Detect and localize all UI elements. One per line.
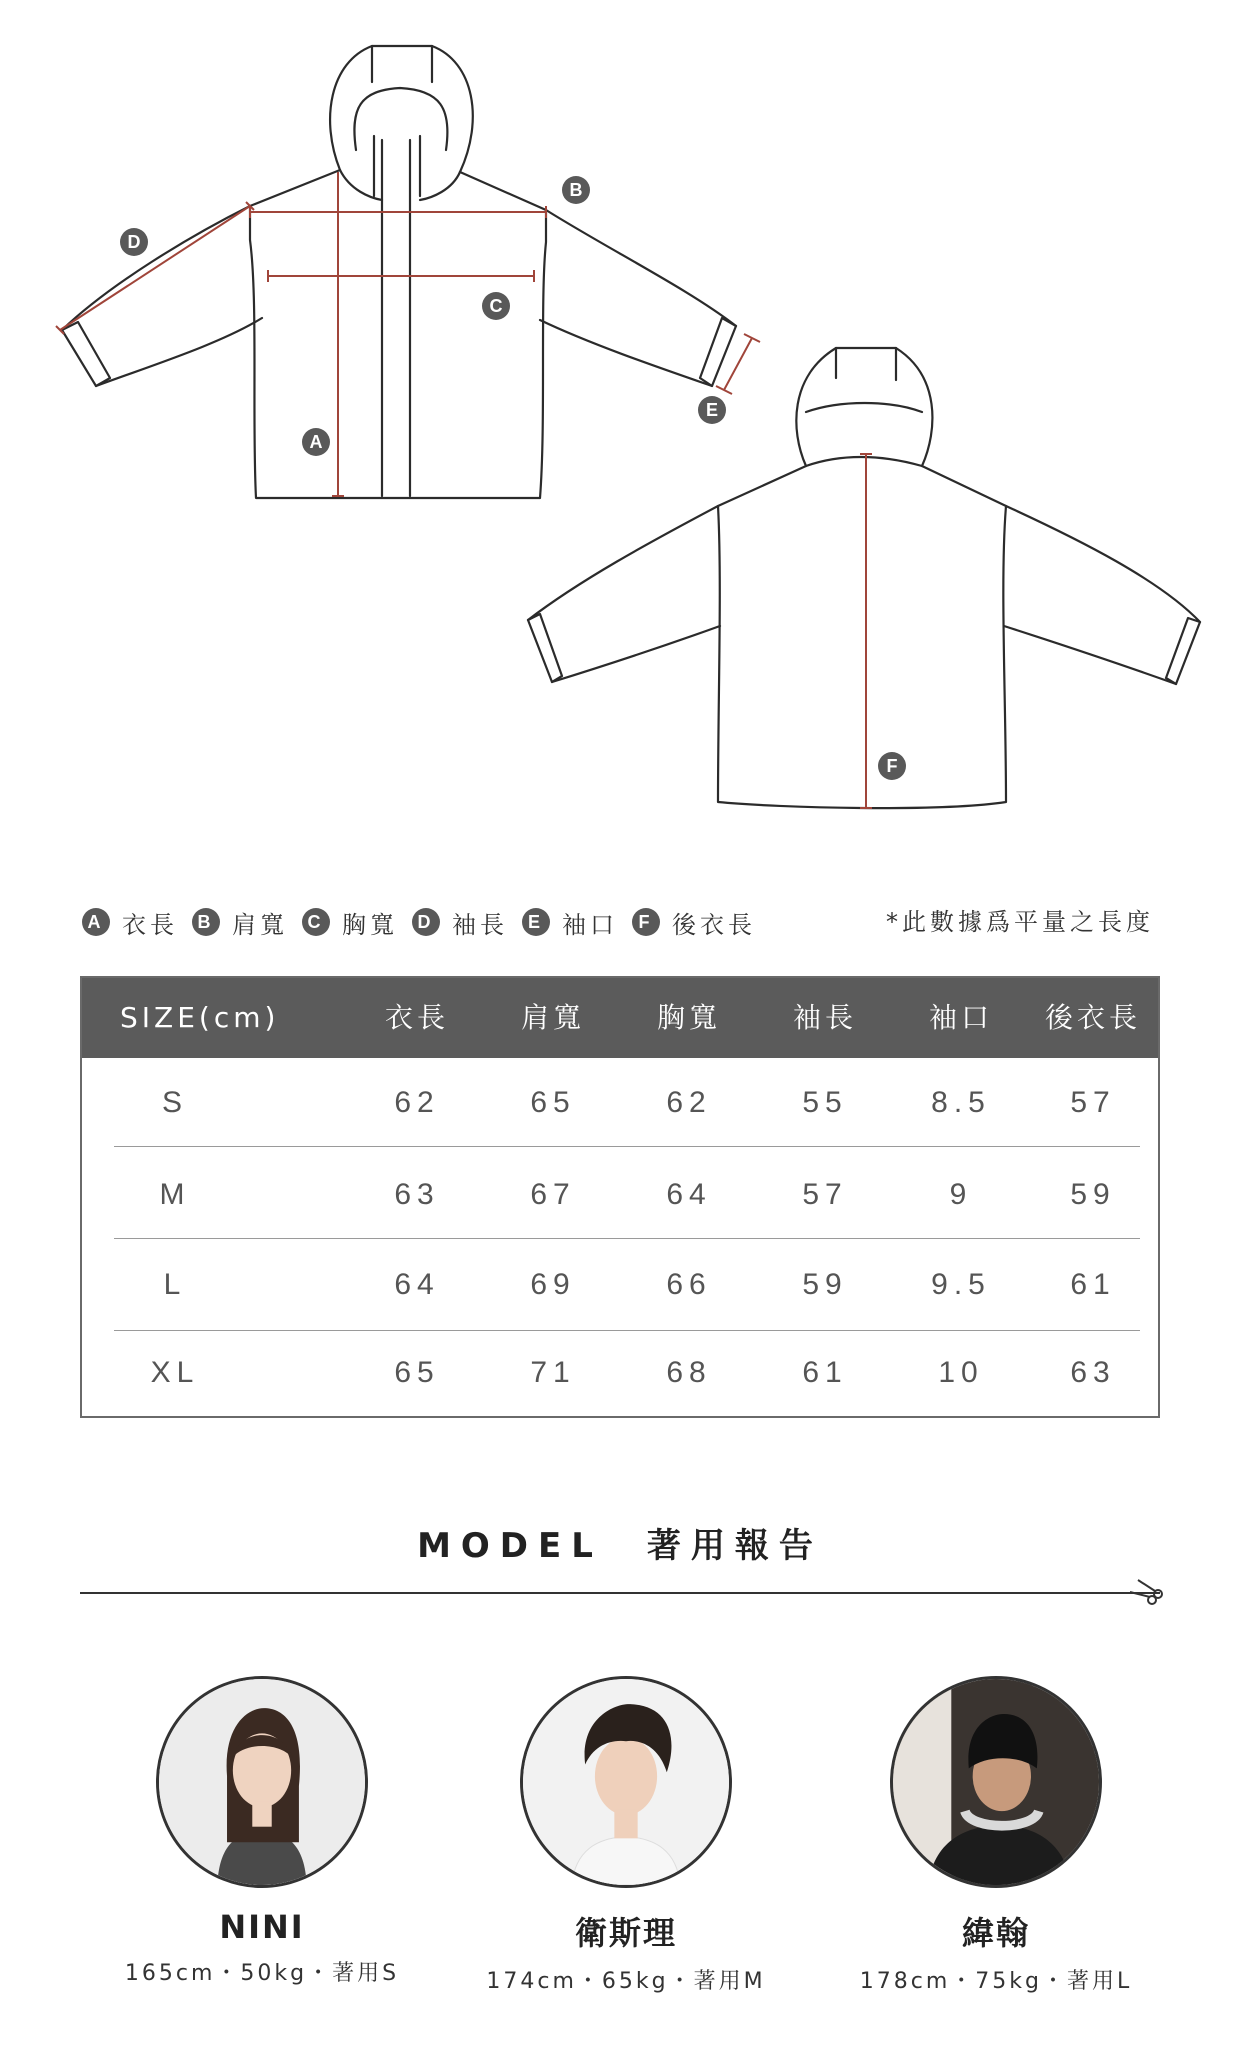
table-row	[82, 1328, 1158, 1418]
svg-text:F: F	[886, 756, 898, 776]
model-name: 緯翰	[961, 1914, 1030, 1952]
table-header-row	[82, 978, 1158, 1058]
row-divider	[114, 1238, 1140, 1239]
measure-line-B	[250, 206, 546, 218]
table-cell: 65	[394, 1356, 440, 1389]
legend-badge: D	[412, 908, 440, 936]
table-cell: 67	[530, 1178, 576, 1211]
table-cell: 59	[1070, 1178, 1116, 1211]
model-card-wesley	[466, 1676, 786, 1995]
table-header-cell: 袖口	[928, 1001, 993, 1034]
table-cell: 68	[666, 1356, 712, 1389]
legend-badge: B	[192, 908, 220, 936]
model-name: NINI	[219, 1908, 305, 1946]
back-jacket-drawing	[528, 348, 1200, 808]
measurement-legend	[82, 902, 770, 942]
legend-item-a	[82, 905, 178, 940]
measurement-note: *此數據爲平量之長度	[886, 908, 1154, 936]
legend-label: 胸寬	[342, 910, 398, 939]
table-cell: 9	[949, 1178, 973, 1211]
table-cell: 62	[666, 1086, 712, 1119]
table-row	[82, 1058, 1158, 1148]
table-header-cell: 胸寬	[656, 1001, 721, 1034]
table-cell: 69	[530, 1268, 576, 1301]
table-cell: 10	[938, 1356, 984, 1389]
model-info: 174cm・65kg・著用M	[486, 1969, 766, 1994]
avatar	[890, 1676, 1102, 1888]
table-header-cell: 肩寬	[520, 1001, 585, 1034]
measure-line-F	[860, 454, 872, 808]
model-info: 165cm・50kg・著用S	[124, 1961, 400, 1986]
scissors-icon	[1124, 1570, 1164, 1610]
legend-badge: C	[302, 908, 330, 936]
svg-text:A: A	[309, 432, 323, 452]
table-cell: 65	[530, 1086, 576, 1119]
table-cell: 66	[666, 1268, 712, 1301]
table-row	[82, 1150, 1158, 1240]
table-cell: 63	[1070, 1356, 1116, 1389]
svg-text:C: C	[489, 296, 503, 316]
legend-item-b	[192, 905, 288, 940]
table-cell: 62	[394, 1086, 440, 1119]
measure-line-E	[716, 334, 760, 394]
model-portrait-weihan	[893, 1679, 1099, 1885]
table-cell: 64	[394, 1268, 440, 1301]
front-jacket-drawing	[62, 46, 736, 498]
legend-badge: F	[632, 908, 660, 936]
table-header-cell: 衣長	[384, 1001, 449, 1034]
svg-text:D: D	[127, 232, 141, 252]
garment-diagram	[0, 0, 1240, 850]
table-cell: 57	[802, 1178, 848, 1211]
table-cell: 57	[1070, 1086, 1116, 1119]
avatar	[520, 1676, 732, 1888]
model-card-nini	[102, 1676, 422, 1987]
table-cell: 55	[802, 1086, 848, 1119]
row-divider	[114, 1146, 1140, 1147]
model-name: 衛斯理	[574, 1914, 677, 1952]
avatar	[156, 1676, 368, 1888]
table-header-cell: 後衣長	[1044, 1001, 1141, 1034]
measure-line-C	[268, 270, 534, 282]
model-section-title: MODEL 著用報告	[417, 1526, 823, 1566]
legend-badge: A	[82, 908, 110, 936]
table-cell: S	[161, 1086, 188, 1119]
model-portrait-wesley	[523, 1679, 729, 1885]
svg-text:E: E	[705, 400, 719, 420]
table-row	[82, 1240, 1158, 1330]
table-cell: 61	[802, 1356, 848, 1389]
model-info: 178cm・75kg・著用L	[859, 1969, 1133, 1994]
table-cell: 9.5	[931, 1268, 991, 1301]
section-divider	[80, 1592, 1160, 1594]
legend-item-f	[632, 905, 756, 940]
table-cell: 8.5	[931, 1086, 991, 1119]
legend-item-e	[522, 905, 618, 940]
table-cell: M	[159, 1178, 191, 1211]
legend-label: 肩寬	[232, 910, 288, 939]
legend-label: 袖口	[562, 910, 618, 939]
legend-item-d	[412, 905, 508, 940]
legend-label: 後衣長	[672, 910, 756, 939]
table-cell: XL	[150, 1356, 200, 1389]
legend-label: 衣長	[122, 910, 178, 939]
size-table	[80, 976, 1160, 1418]
svg-text:B: B	[569, 180, 583, 200]
measure-line-A	[332, 172, 344, 496]
table-header-cell: SIZE(cm)	[120, 1001, 280, 1034]
legend-badge: E	[522, 908, 550, 936]
legend-label: 袖長	[452, 910, 508, 939]
table-cell: 71	[530, 1356, 576, 1389]
table-cell: 61	[1070, 1268, 1116, 1301]
legend-item-c	[302, 905, 398, 940]
model-card-weihan	[836, 1676, 1156, 1995]
measure-line-D	[56, 202, 254, 334]
model-portrait-nini	[159, 1679, 365, 1885]
table-cell: 64	[666, 1178, 712, 1211]
table-cell: 59	[802, 1268, 848, 1301]
table-cell: 63	[394, 1178, 440, 1211]
table-cell: L	[163, 1268, 187, 1301]
table-header-cell: 袖長	[792, 1001, 857, 1034]
